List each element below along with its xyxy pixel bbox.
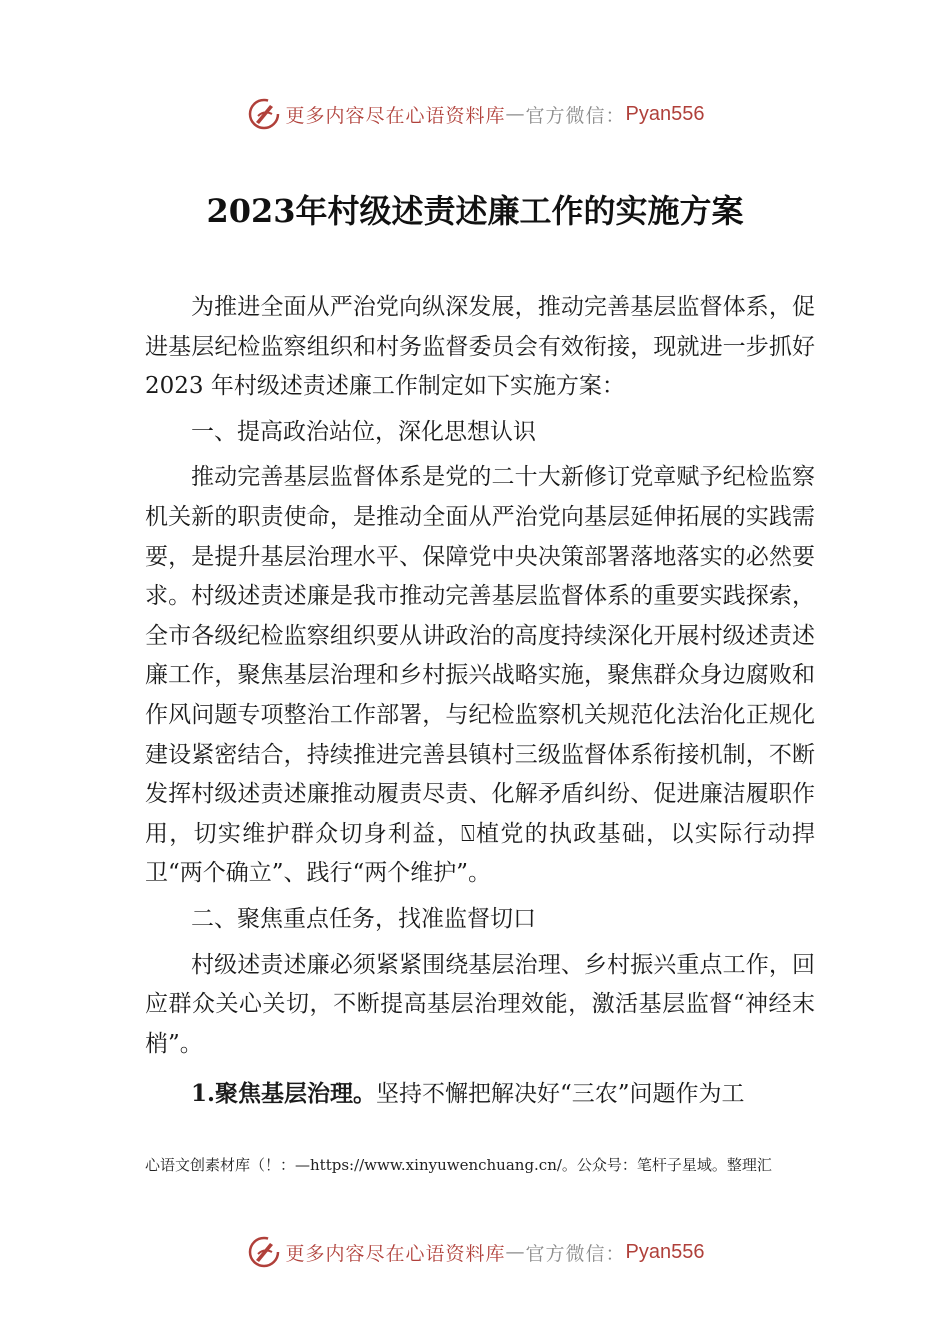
banner-brand-text: 更多内容尽在心语资料库 [285,1242,506,1265]
banner-wechat-id: Pyan556 [625,1240,705,1263]
footer-banner [0,1230,950,1274]
document-title: 2023年村级述责述廉工作的实施方案 [206,192,744,230]
banner-separator: — [505,1241,526,1263]
section-heading-2: 二、聚焦重点任务，找准监督切口 [191,905,536,932]
banner-wechat-label: 官方微信： [525,104,626,127]
banner-brand-text: 更多内容尽在心语资料库 [285,104,506,127]
banner-wechat-label: 官方微信： [525,1242,626,1265]
item-1-lead: 1.聚焦基层治理。 [191,1080,377,1108]
item-1-text: 坚持不懈把解决好“三农”问题作为工 [376,1081,745,1108]
document-body [145,288,815,1115]
header-banner [0,92,950,136]
brush-seal-logo-icon [246,1234,282,1270]
brush-seal-logo-icon [246,96,282,132]
section-heading-1: 一、提高政治站位，深化思想认识 [191,418,536,445]
banner-separator: — [505,103,526,125]
source-footer-text: 心语文创素材库（！：—https://www.xinyuwenchuang.cn/。公众号：笔杆子星域。整理汇 [145,1156,772,1174]
section-2-paragraph: 村级述责述廉必须紧紧围绕基层治理、乡村振兴重点工作，回应群众关心关切，不断提高基层治理效能，激活基层监督“神经末梢”。 [145,951,815,1057]
section-1-paragraph: 推动完善基层监督体系是党的二十大新修订党章赋予纪检监察机关新的职责使命，是推动全面从严治党向基层延伸拓展的实践需要，是提升基层治理水平、保障党中央决策部署落地落实的必然要求。村级述责述廉是我市推动完善基层监督体系的重要实践探索，全市各级纪检监察组织要从讲政治的高度持续深化开展村级述责述廉工作，聚焦基层治理和乡村振兴战略实施，聚焦群众身边腐败和作风问题专项整治工作部署，与纪检监察机关规范化法治化正规化建设紧密结合，持续推进完善县镇村三级监督体系衔接机制，不断发挥村级述责述廉推动履责尽责、化解矛盾纠纷、促进廉洁履职作用，切实维护群众切身利益，⍂植党的执政基础，以实际行动捍卫“两个确立”、践行“两个维护”。 [145,464,815,887]
item-1-paragraph [145,1074,815,1115]
intro-paragraph: 为推进全面从严治党向纵深发展，推动完善基层监督体系，促进基层纪检监察组织和村务监督委员会有效衔接，现就进一步抓好 2023 年村级述责述廉工作制定如下实施方案： [145,294,815,400]
banner-wechat-id: Pyan556 [625,102,705,125]
